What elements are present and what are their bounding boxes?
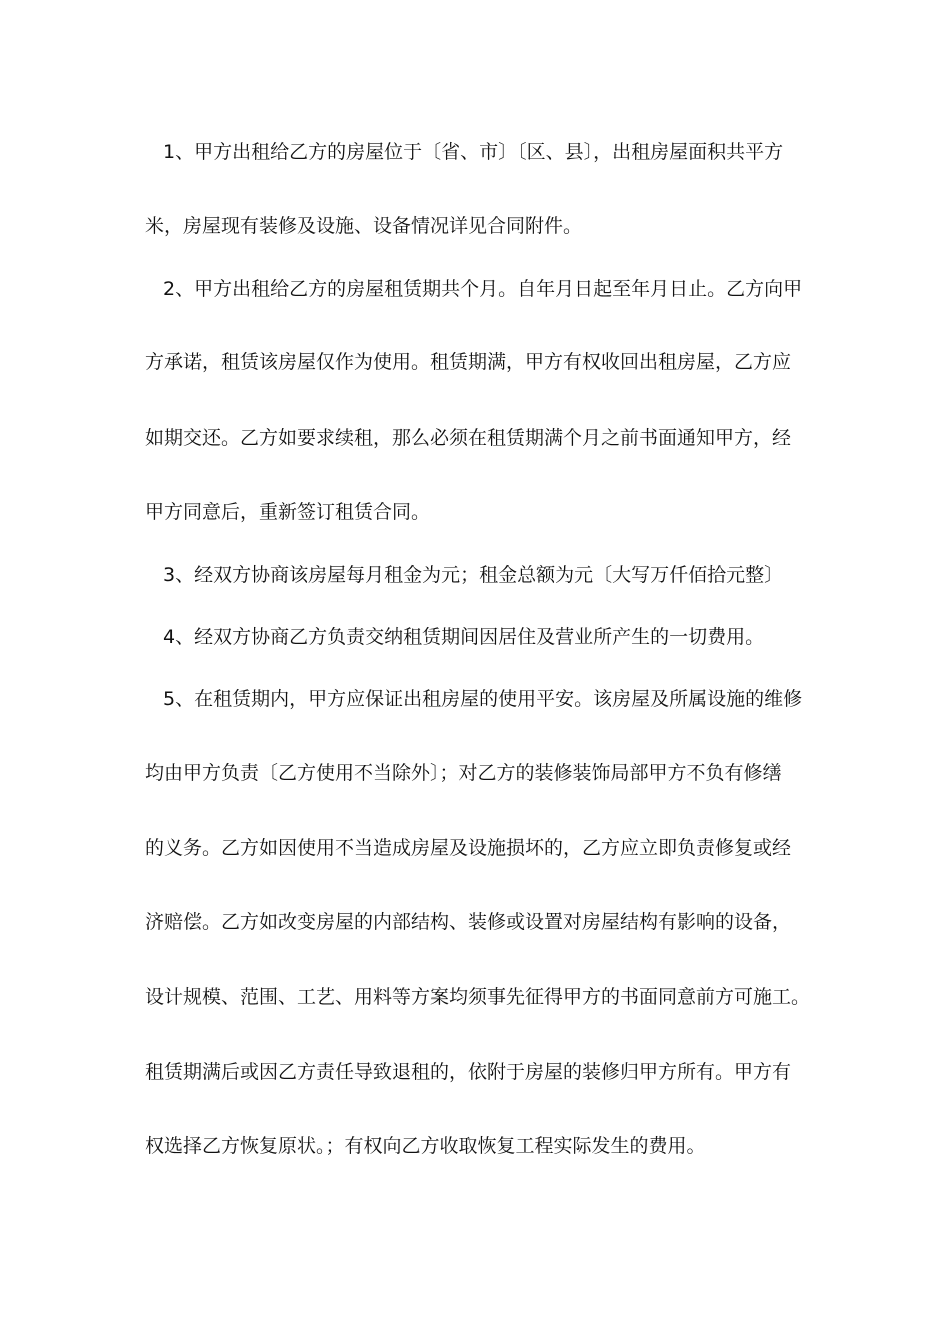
clause-1-line-2: 米，房屋现有装修及设施、设备情况详见合同附件。 bbox=[145, 215, 583, 237]
clause-2-line-2: 方承诺，租赁该房屋仅作为使用。租赁期满，甲方有权收回出租房屋，乙方应 bbox=[145, 351, 792, 373]
clause-5-line-7: 权选择乙方恢复原状。；有权向乙方收取恢复工程实际发生的费用。 bbox=[145, 1135, 706, 1157]
clause-1-line-1: 1、甲方出租给乙方的房屋位于〔省、市〕〔区、县〕，出租房屋面积共平方 bbox=[163, 141, 784, 163]
clause-2-line-3: 如期交还。乙方如要求续租，那么必须在租赁期满个月之前书面通知甲方，经 bbox=[145, 427, 792, 449]
clause-2-line-4: 甲方同意后，重新签订租赁合同。 bbox=[145, 501, 431, 523]
clause-2-line-1: 2、甲方出租给乙方的房屋租赁期共个月。自年月日起至年月日止。乙方向甲 bbox=[163, 278, 803, 300]
clause-5-line-4: 济赔偿。乙方如改变房屋的内部结构、装修或设置对房屋结构有影响的设备， bbox=[145, 911, 792, 933]
clause-5-line-5: 设计规模、范围、工艺、用料等方案均须事先征得甲方的书面同意前方可施工。 bbox=[145, 986, 810, 1008]
clause-5-line-3: 的义务。乙方如因使用不当造成房屋及设施损坏的，乙方应立即负责修复或经 bbox=[145, 837, 792, 859]
clause-5-line-2: 均由甲方负责〔乙方使用不当除外〕；对乙方的装修装饰局部甲方不负有修缮 bbox=[145, 762, 782, 784]
clause-3-line-1: 3、经双方协商该房屋每月租金为元；租金总额为元〔大写万仟佰拾元整〕 bbox=[163, 564, 784, 586]
clause-5-line-1: 5、在租赁期内，甲方应保证出租房屋的使用平安。该房屋及所属设施的维修 bbox=[163, 688, 803, 710]
clause-5-line-6: 租赁期满后或因乙方责任导致退租的，依附于房屋的装修归甲方所有。甲方有 bbox=[145, 1061, 792, 1083]
clause-4-line-1: 4、经双方协商乙方负责交纳租赁期间因居住及营业所产生的一切费用。 bbox=[163, 626, 765, 648]
